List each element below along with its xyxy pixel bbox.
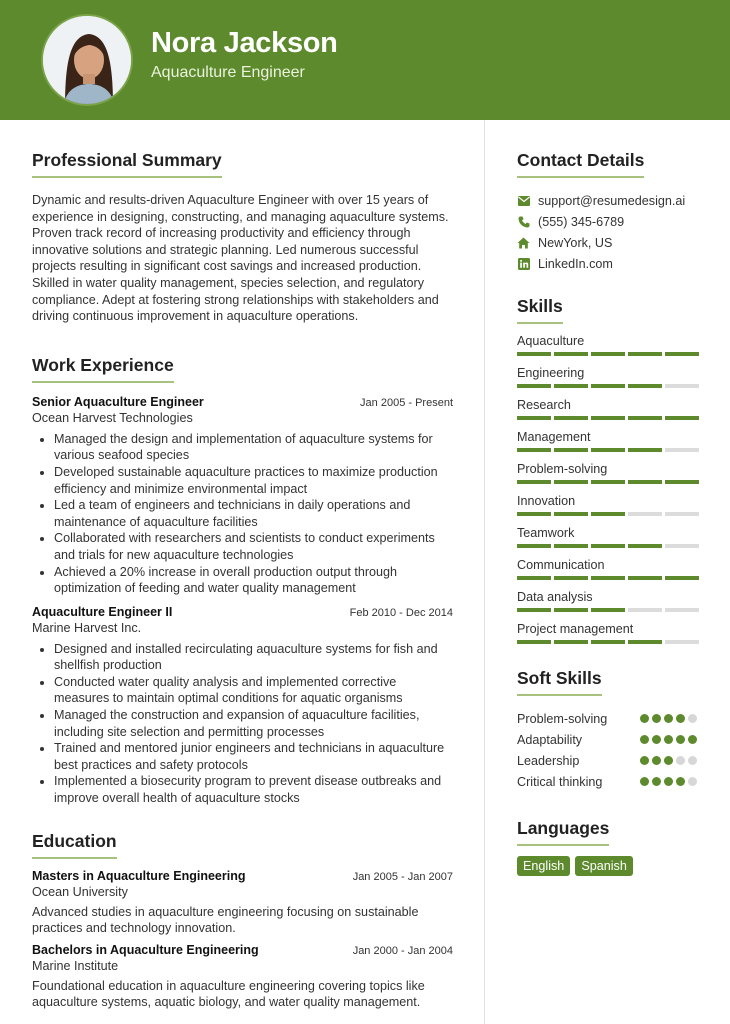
skill-level-bar — [517, 576, 702, 580]
skill-level-segment — [591, 640, 625, 644]
skill-level-segment — [554, 448, 588, 452]
skills-section — [517, 296, 702, 644]
section-title: Contact Details — [517, 150, 644, 178]
soft-skill-label: Critical thinking — [517, 774, 603, 789]
bullet-item: • Trained and mentored junior engineers and technicians in aquaculture best practices and safety protocols — [54, 740, 453, 773]
job-bullets — [32, 641, 453, 807]
rating-dot — [640, 735, 649, 744]
job-entry — [32, 395, 453, 597]
skill-level-segment — [517, 416, 551, 420]
skill-level-segment — [628, 416, 662, 420]
home-icon — [517, 236, 530, 249]
section-title: Skills — [517, 296, 563, 324]
skill-level-segment — [665, 448, 699, 452]
skill-level-segment — [517, 448, 551, 452]
skill-level-bar — [517, 352, 702, 356]
skill-level-segment — [591, 448, 625, 452]
education-date: Jan 2005 - Jan 2007 — [352, 870, 453, 883]
bullet-item: • Managed the design and implementation of aquaculture systems for various seafood species — [54, 431, 453, 464]
email-text: support@resumedesign.ai — [538, 193, 686, 208]
rating-dot — [664, 756, 673, 765]
job-entry — [32, 605, 453, 807]
candidate-title: Aquaculture Engineer — [151, 64, 305, 81]
education-entry — [32, 869, 453, 937]
skill-label: Innovation — [517, 494, 576, 508]
soft-skill-item — [517, 771, 697, 792]
skill-level-segment — [591, 384, 625, 388]
skill-label: Aquaculture — [517, 334, 585, 348]
profile-photo — [43, 16, 133, 106]
education-section — [32, 831, 453, 1011]
candidate-name: Nora Jackson — [151, 27, 338, 59]
skill-label: Problem-solving — [517, 462, 608, 476]
skill-level-segment — [517, 352, 551, 356]
bullet-item: • Implemented a biosecurity program to prevent disease outbreaks and improve overall health of aquaculture stocks — [54, 773, 453, 806]
skill-level-segment — [628, 448, 662, 452]
soft-skill-label: Adaptability — [517, 732, 583, 747]
languages-section — [517, 818, 702, 876]
soft-skill-rating — [640, 777, 697, 786]
skill-level-segment — [517, 576, 551, 580]
skill-level-segment — [665, 512, 699, 516]
rating-dot — [640, 756, 649, 765]
job-title: Senior Aquaculture Engineer — [32, 394, 204, 409]
summary-section — [32, 150, 453, 325]
skill-level-segment — [665, 352, 699, 356]
soft-skill-rating — [640, 756, 697, 765]
header-banner — [0, 0, 730, 120]
skill-level-bar — [517, 544, 702, 548]
skill-item — [517, 590, 702, 612]
linkedin-icon — [517, 257, 530, 270]
bullet-item: • Designed and installed recirculating aquaculture systems for fish and shellfish production — [54, 641, 453, 674]
contact-section — [517, 150, 702, 274]
skill-level-bar — [517, 416, 702, 420]
skill-level-segment — [628, 480, 662, 484]
bullet-item: • Led a team of engineers and technicians in daily operations and maintenance of aquaculture facilities — [54, 497, 453, 530]
skill-level-segment — [665, 480, 699, 484]
left-column — [32, 150, 453, 1011]
rating-dot — [664, 777, 673, 786]
skill-level-segment — [628, 608, 662, 612]
contact-email[interactable] — [517, 190, 702, 211]
language-tag: English — [517, 856, 570, 876]
skill-level-segment — [554, 576, 588, 580]
rating-dot — [640, 714, 649, 723]
skill-level-segment — [554, 384, 588, 388]
job-bullets — [32, 431, 453, 597]
rating-dot — [664, 714, 673, 723]
education-date: Jan 2000 - Jan 2004 — [352, 944, 453, 957]
skill-item — [517, 430, 702, 452]
linkedin-text: LinkedIn.com — [538, 256, 613, 271]
rating-dot — [676, 735, 685, 744]
school-name: Marine Institute — [32, 958, 119, 973]
job-date: Feb 2010 - Dec 2014 — [349, 606, 453, 619]
degree-title: Masters in Aquaculture Engineering — [32, 868, 246, 883]
language-tag: Spanish — [575, 856, 633, 876]
rating-dot — [652, 735, 661, 744]
bullet-item: • Collaborated with researchers and scientists to conduct experiments and trials for new aquaculture technologies — [54, 530, 453, 563]
skill-level-bar — [517, 384, 702, 388]
contact-location — [517, 232, 702, 253]
bullet-item: • Managed the construction and expansion of aquaculture facilities, including site selection and permitting processes — [54, 707, 453, 740]
soft-skill-rating — [640, 735, 697, 744]
job-company: Marine Harvest Inc. — [32, 620, 142, 635]
skill-level-segment — [665, 384, 699, 388]
rating-dot — [652, 756, 661, 765]
skill-level-segment — [665, 640, 699, 644]
skill-level-segment — [628, 576, 662, 580]
rating-dot — [688, 777, 697, 786]
skill-level-segment — [554, 352, 588, 356]
skill-level-segment — [517, 640, 551, 644]
skill-level-segment — [517, 544, 551, 548]
skill-level-segment — [517, 480, 551, 484]
section-title: Work Experience — [32, 355, 174, 383]
bullet-item: • Achieved a 20% increase in overall production output through optimization of feeding and water quality management — [54, 564, 453, 597]
degree-title: Bachelors in Aquaculture Engineering — [32, 942, 259, 957]
skill-level-bar — [517, 480, 702, 484]
rating-dot — [676, 777, 685, 786]
bullet-item: • Conducted water quality analysis and implemented corrective measures to maintain optimal conditions for aquatic organisms — [54, 674, 453, 707]
skill-level-segment — [591, 512, 625, 516]
skill-level-segment — [591, 576, 625, 580]
skill-label: Data analysis — [517, 590, 593, 604]
skill-level-segment — [517, 608, 551, 612]
education-description: Foundational education in aquaculture engineering covering topics like aquaculture systems, aquatic biology, and water quality management. — [32, 978, 425, 1010]
rating-dot — [688, 735, 697, 744]
skill-level-segment — [665, 416, 699, 420]
skill-label: Communication — [517, 558, 605, 572]
skill-item — [517, 462, 702, 484]
rating-dot — [640, 777, 649, 786]
column-divider — [484, 120, 485, 1024]
skill-level-segment — [665, 544, 699, 548]
section-title: Soft Skills — [517, 668, 602, 696]
skill-item — [517, 398, 702, 420]
work-section — [32, 355, 453, 807]
avatar — [41, 14, 133, 106]
skill-level-segment — [517, 512, 551, 516]
soft-skill-item — [517, 708, 697, 729]
rating-dot — [688, 714, 697, 723]
skill-level-segment — [591, 544, 625, 548]
skill-level-segment — [628, 544, 662, 548]
skill-level-segment — [554, 640, 588, 644]
language-tags — [517, 856, 702, 876]
skill-item — [517, 526, 702, 548]
location-text: NewYork, US — [538, 235, 613, 250]
soft-skill-item — [517, 729, 697, 750]
phone-icon — [517, 215, 530, 228]
skill-label: Engineering — [517, 366, 585, 380]
skill-level-segment — [591, 352, 625, 356]
rating-dot — [652, 777, 661, 786]
skill-level-segment — [554, 544, 588, 548]
skill-level-segment — [628, 352, 662, 356]
skill-item — [517, 558, 702, 580]
education-description: Advanced studies in aquaculture engineering focusing on sustainable practices and technology innovation. — [32, 904, 419, 936]
soft-skills-list — [517, 708, 702, 792]
bullet-item: • Developed sustainable aquaculture practices to maximize production efficiency and minimize environmental impact — [54, 464, 453, 497]
contact-phone[interactable] — [517, 211, 702, 232]
rating-dot — [664, 735, 673, 744]
rating-dot — [676, 756, 685, 765]
soft-skill-rating — [640, 714, 697, 723]
skill-level-segment — [591, 480, 625, 484]
skill-level-segment — [554, 416, 588, 420]
skill-level-segment — [665, 608, 699, 612]
section-title: Professional Summary — [32, 150, 222, 178]
envelope-icon — [517, 194, 530, 207]
skill-label: Management — [517, 430, 591, 444]
soft-skill-item — [517, 750, 697, 771]
skill-label: Teamwork — [517, 526, 575, 540]
phone-text: (555) 345-6789 — [538, 214, 625, 229]
rating-dot — [688, 756, 697, 765]
summary-text: Dynamic and results-driven Aquaculture Engineer with over 15 years of experience in designing, constructing, and managing aquaculture systems. Proven track record of increasing productivity and efficiency through innovative solutions and strategic planning. Led numerous successful projects resulting in significant cost savings and increased production. Skilled in water quality management, species selection, and regulatory compliance. Adept at fostering strong relationships with stakeholders and driving continuous improvement in aquaculture operations. — [32, 193, 449, 324]
rating-dot — [676, 714, 685, 723]
skill-level-segment — [591, 608, 625, 612]
skill-item — [517, 494, 702, 516]
skill-level-bar — [517, 512, 702, 516]
skill-level-bar — [517, 640, 702, 644]
section-title: Education — [32, 831, 117, 859]
soft-skills-section — [517, 668, 702, 792]
skill-level-segment — [591, 416, 625, 420]
school-name: Ocean University — [32, 884, 128, 899]
soft-skill-label: Leadership — [517, 753, 580, 768]
skill-level-segment — [628, 640, 662, 644]
skill-item — [517, 366, 702, 388]
skill-label: Research — [517, 398, 571, 412]
skill-level-segment — [554, 512, 588, 516]
right-column — [517, 150, 702, 876]
skill-item — [517, 334, 702, 356]
skill-level-segment — [628, 512, 662, 516]
rating-dot — [652, 714, 661, 723]
section-title: Languages — [517, 818, 609, 846]
skill-label: Project management — [517, 622, 634, 636]
skill-level-segment — [665, 576, 699, 580]
contact-linkedin[interactable] — [517, 253, 702, 274]
skill-level-segment — [628, 384, 662, 388]
skill-level-segment — [517, 384, 551, 388]
job-title: Aquaculture Engineer II — [32, 604, 173, 619]
skill-level-bar — [517, 608, 702, 612]
skill-item — [517, 622, 702, 644]
education-entry — [32, 943, 453, 1011]
skills-list — [517, 334, 702, 644]
skill-level-segment — [554, 608, 588, 612]
soft-skill-label: Problem-solving — [517, 711, 608, 726]
skill-level-segment — [554, 480, 588, 484]
job-date: Jan 2005 - Present — [360, 396, 453, 409]
skill-level-bar — [517, 448, 702, 452]
job-company: Ocean Harvest Technologies — [32, 410, 193, 425]
